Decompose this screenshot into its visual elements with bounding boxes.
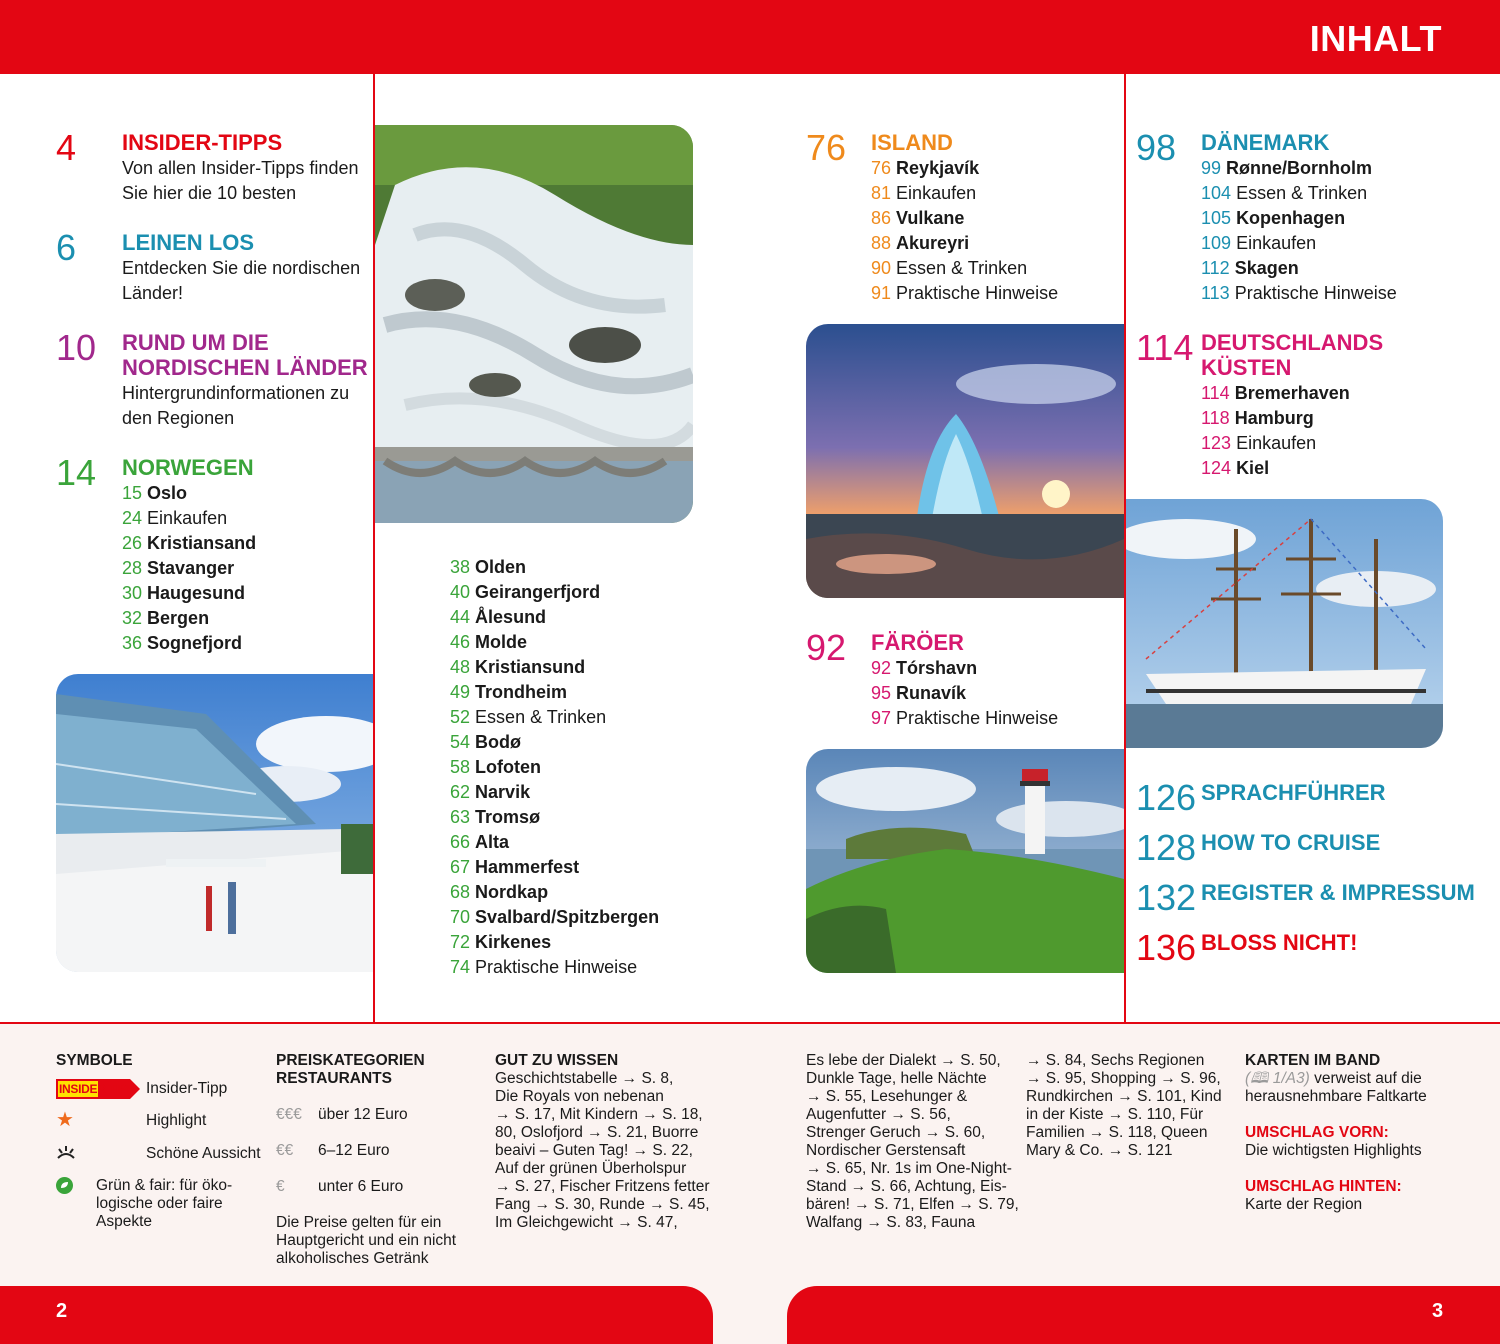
price-symbol: € (276, 1178, 285, 1195)
view-icon (56, 1144, 76, 1167)
umschlag-hinten-text: Karte der Region (1245, 1196, 1363, 1213)
list-item[interactable]: 49 Trondheim (450, 682, 568, 702)
section-title-sprachfuehrer[interactable]: SPRACHFÜHRER (1201, 780, 1386, 805)
symbol-label: Schöne Aussicht (146, 1145, 261, 1162)
list-item[interactable]: 28 Stavanger (122, 558, 235, 578)
list-item[interactable]: 32 Bergen (122, 608, 210, 628)
section-number: 126 (1136, 777, 1197, 818)
list-item[interactable]: 92 Tórshavn (871, 658, 978, 678)
page-number-left: 2 (56, 1300, 68, 1322)
list-item[interactable]: 86 Vulkane (871, 208, 965, 228)
symbol-label-gruen: Grün & fair: für öko- logische oder faire Aspekte (96, 1177, 233, 1230)
section-number: 10 (56, 327, 97, 368)
header-bar (0, 0, 1500, 74)
price-symbol: €€ (276, 1142, 294, 1159)
list-item[interactable]: 70 Svalbard/Spitzbergen (450, 907, 660, 927)
gut-zu-wissen-text-3: → S. 84, Sechs Regionen → S. 95, Shopping → S. 96, Rundkirchen → S. 101, Kind in der Kiste → S. 110, Für Familien → S. 118, Queen Mary & Co. → S. 121 (1026, 1052, 1222, 1159)
photo-oslo-opera (56, 674, 373, 972)
norwegen-list-cont (450, 555, 659, 980)
list-item[interactable]: 63 Tromsø (450, 807, 541, 827)
umschlag-vorn-heading: UMSCHLAG VORN: (1245, 1124, 1389, 1141)
symbol-label: Highlight (146, 1112, 207, 1129)
list-item[interactable]: 36 Sognefjord (122, 633, 243, 653)
section-number: 6 (56, 227, 77, 268)
list-item[interactable]: 66 Alta (450, 832, 510, 852)
section-number: 98 (1136, 127, 1177, 168)
section-title-danemark[interactable]: DÄNEMARK (1201, 130, 1330, 155)
list-item[interactable]: 46 Molde (450, 632, 528, 652)
gut-zu-wissen-text-2: Es lebe der Dialekt → S. 50, Dunkle Tage, helle Nächte → S. 55, Lesehunger & Augenfutter → S. 56, Strenger Geruch → S. 60, Nordischer Gerstensaft → S. 65, Nr. 1s im One-Night- Stand → S. 66, Achtung, Eis- bären! → S. 71, Elfen → S. 79, Walfang → S. 83, Fauna (806, 1052, 1019, 1231)
list-item[interactable]: 88 Akureyri (871, 233, 970, 253)
photo-lighthouse (806, 749, 1124, 973)
leaf-icon (56, 1177, 73, 1194)
photo-waterfall (375, 125, 693, 523)
list-item[interactable]: 26 Kristiansand (122, 533, 257, 553)
section-number: 128 (1136, 827, 1197, 868)
section-title-faroer[interactable]: FÄRÖER (871, 630, 964, 655)
section-number: 4 (56, 127, 77, 168)
list-item[interactable]: 124 Kiel (1201, 458, 1270, 478)
price-text: über 12 Euro (318, 1106, 408, 1123)
list-item[interactable]: 112 Skagen (1201, 258, 1299, 278)
section-desc: Von allen Insider-Tipps finden Sie hier die 10 besten (122, 158, 359, 203)
list-item[interactable]: 40 Geirangerfjord (450, 582, 601, 602)
price-text: unter 6 Euro (318, 1178, 404, 1195)
list-item[interactable]: 95 Runavík (871, 683, 967, 703)
karten-text: (🕮 1/A3) verweist auf die herausnehmbare Faltkarte (1245, 1070, 1427, 1105)
karten-heading: KARTEN IM BAND (1245, 1052, 1381, 1069)
list-item[interactable]: 52 Essen & Trinken (450, 707, 607, 727)
preis-heading: PREISKATEGORIEN RESTAURANTS (276, 1052, 425, 1087)
price-note: Die Preise gelten für ein Hauptgericht und ein nicht alkoholisches Getränk (276, 1214, 457, 1267)
section-desc: Entdecken Sie die nordischen Länder! (122, 258, 361, 303)
section-desc: Hintergrundinformationen zu den Regionen (122, 383, 350, 428)
list-item[interactable]: 109 Einkaufen (1201, 233, 1317, 253)
footer-divider (0, 1022, 1500, 1024)
island-list (871, 156, 1058, 306)
list-item[interactable]: 38 Olden (450, 557, 527, 577)
list-item[interactable]: 99 Rønne/Bornholm (1201, 158, 1373, 178)
list-item[interactable]: 74 Praktische Hinweise (450, 957, 638, 977)
list-item[interactable]: 54 Bodø (450, 732, 522, 752)
price-symbol: €€€ (276, 1106, 302, 1123)
list-item[interactable]: 97 Praktische Hinweise (871, 708, 1059, 728)
page-title: INHALT (1309, 18, 1442, 59)
list-item[interactable]: 114 Bremerhaven (1201, 383, 1350, 403)
map-ref: (🕮 1/A3) (1245, 1070, 1310, 1087)
list-item[interactable]: 24 Einkaufen (122, 508, 228, 528)
umschlag-hinten-heading: UMSCHLAG HINTEN: (1245, 1178, 1402, 1195)
symbol-label: Insider-Tipp (146, 1080, 228, 1097)
list-item[interactable]: 48 Kristiansund (450, 657, 586, 677)
section-number: 14 (56, 452, 97, 493)
list-item[interactable]: 15 Oslo (122, 483, 188, 503)
list-item[interactable]: 67 Hammerfest (450, 857, 580, 877)
gut-zu-wissen-heading: GUT ZU WISSEN (495, 1052, 619, 1069)
page-tab-left (0, 1286, 713, 1344)
section-number: 76 (806, 127, 847, 168)
symbole-heading: SYMBOLE (56, 1052, 133, 1069)
list-item[interactable]: 91 Praktische Hinweise (871, 283, 1059, 303)
price-text: 6–12 Euro (318, 1142, 390, 1159)
section-number: 114 (1136, 327, 1194, 368)
faroer-list (871, 656, 1058, 731)
gut-zu-wissen-text: Geschichtstabelle → S. 8, Die Royals von nebenan → S. 17, Mit Kindern → S. 18, 80, Oslofjord → S. 21, Buorre beaivi – Guten Tag! → S. 22, Auf der grünen Überholspur → S. 27, Fischer Fritzens fetter Fang → S. 30, Runde → S. 45, Im Gleichgewicht → S. 47, (495, 1070, 710, 1231)
section-title-leinen[interactable]: LEINEN LOS (122, 230, 255, 255)
photo-sailing-ship (1126, 499, 1443, 748)
list-item[interactable]: 105 Kopenhagen (1201, 208, 1346, 228)
insider-tipp-badge-icon (56, 1078, 140, 1100)
section-title-island[interactable]: ISLAND (871, 130, 953, 155)
section-number: 136 (1136, 927, 1197, 968)
section-title-how-to-cruise[interactable]: HOW TO CRUISE (1201, 830, 1381, 855)
photo-geyser (806, 324, 1124, 598)
list-item[interactable]: 72 Kirkenes (450, 932, 552, 952)
list-item[interactable]: 81 Einkaufen (871, 183, 977, 203)
norwegen-list (122, 481, 256, 656)
list-item[interactable]: 44 Ålesund (450, 607, 547, 627)
list-item[interactable]: 76 Reykjavík (871, 158, 980, 178)
danemark-list (1201, 156, 1397, 306)
list-item[interactable]: 118 Hamburg (1201, 408, 1314, 428)
section-title-insider[interactable]: INSIDER-TIPPS (122, 130, 283, 155)
list-item[interactable]: 90 Essen & Trinken (871, 258, 1028, 278)
insider-tipp-badge-label: INSIDER TIPP (59, 1082, 135, 1096)
list-item[interactable]: 58 Lofoten (450, 757, 542, 777)
list-item[interactable]: 62 Narvik (450, 782, 531, 802)
section-number: 92 (806, 627, 847, 668)
deutschland-list (1201, 381, 1350, 481)
section-title-norwegen[interactable]: NORWEGEN (122, 455, 254, 480)
section-title-rund[interactable]: RUND UM DIE NORDISCHEN LÄNDER (122, 330, 368, 380)
list-item[interactable]: 104 Essen & Trinken (1201, 183, 1368, 203)
page-number-right: 3 (1432, 1300, 1444, 1322)
umschlag-vorn-text: Die wichtigsten Highlights (1245, 1142, 1422, 1159)
list-item[interactable]: 113 Praktische Hinweise (1201, 283, 1397, 303)
list-item[interactable]: 68 Nordkap (450, 882, 549, 902)
section-title-bloss-nicht[interactable]: BLOSS NICHT! (1201, 930, 1358, 955)
section-title-deutschland[interactable]: DEUTSCHLANDS KÜSTEN (1201, 330, 1384, 380)
star-icon: ★ (56, 1109, 74, 1131)
section-number: 132 (1136, 877, 1197, 918)
list-item[interactable]: 30 Haugesund (122, 583, 246, 603)
page-tab-right (787, 1286, 1500, 1344)
list-item[interactable]: 123 Einkaufen (1201, 433, 1317, 453)
section-title-register[interactable]: REGISTER & IMPRESSUM (1201, 880, 1475, 905)
